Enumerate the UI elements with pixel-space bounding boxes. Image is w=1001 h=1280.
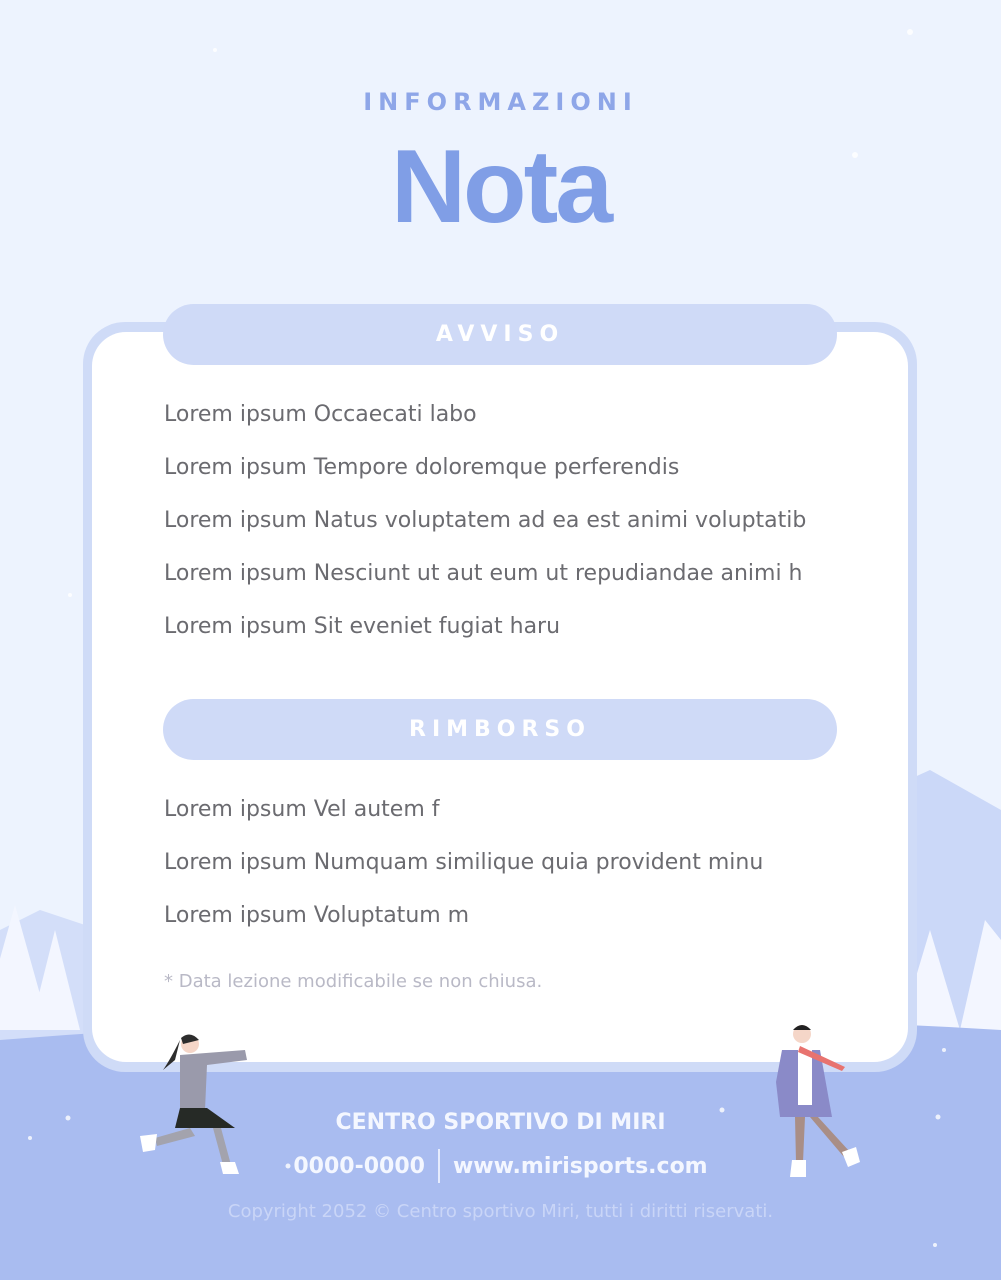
section-header-avviso: AVVISO	[163, 304, 837, 365]
divider	[438, 1149, 440, 1183]
list-item: Lorem ipsum Nesciunt ut aut eum ut repudiandae animi h	[164, 561, 803, 586]
page-title: Nota	[390, 129, 611, 245]
list-item: Lorem ipsum Natus voluptatem ad ea est animi voluptatib	[164, 508, 807, 533]
footnote: * Data lezione modificabile se non chiusa.	[164, 971, 543, 992]
list-item: Lorem ipsum Voluptatum m	[164, 903, 470, 928]
header-kicker: INFORMAZIONI	[363, 88, 638, 116]
organization-name: CENTRO SPORTIVO DI MIRI	[335, 1110, 666, 1135]
list-item: Lorem ipsum Occaecati labo	[164, 402, 477, 427]
list-item: Lorem ipsum Vel autem f	[164, 797, 440, 822]
phone-number: 0000-0000	[293, 1153, 425, 1179]
section-header-rimborso: RIMBORSO	[163, 699, 837, 760]
website-link[interactable]: www.mirisports.com	[452, 1153, 708, 1179]
list-item: Lorem ipsum Sit eveniet fugiat haru	[164, 614, 561, 639]
contact-line	[0, 1149, 1001, 1183]
list-item: Lorem ipsum Numquam similique quia provident minu	[164, 850, 764, 875]
info-card	[92, 332, 908, 1062]
list-item: Lorem ipsum Tempore doloremque perferendis	[164, 455, 680, 480]
copyright: Copyright 2052 © Centro sportivo Miri, tutti i diritti riservati.	[227, 1201, 774, 1222]
